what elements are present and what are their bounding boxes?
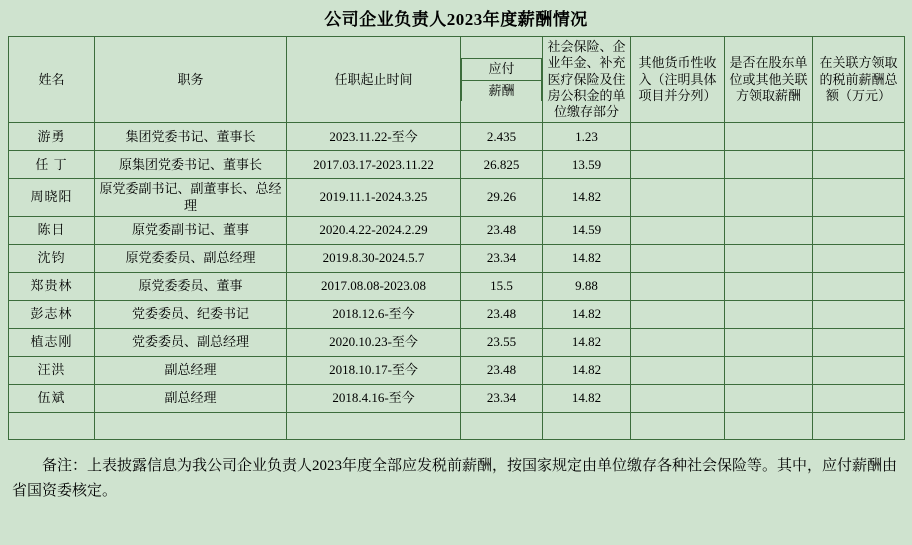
- cell-name: 彭志林: [9, 300, 95, 328]
- cell-other-income: [631, 216, 725, 244]
- cell-other-income: [631, 384, 725, 412]
- cell-shareholder-pay: [725, 179, 813, 217]
- header-other-income: 其他货币性收入（注明具体项目并分列）: [631, 37, 725, 123]
- cell-blank: [95, 412, 287, 439]
- cell-shareholder-pay: [725, 272, 813, 300]
- header-pay-group: 应付: [462, 59, 542, 80]
- cell-post: 党委委员、纪委书记: [95, 300, 287, 328]
- cell-period: 2019.8.30-2024.5.7: [287, 244, 461, 272]
- cell-insurance: 13.59: [543, 151, 631, 179]
- header-insurance: 社会保险、企业年金、补充医疗保险及住房公积金的单位缴存部分: [543, 37, 631, 123]
- cell-insurance: 14.59: [543, 216, 631, 244]
- cell-post: 副总经理: [95, 384, 287, 412]
- cell-shareholder-pay: [725, 356, 813, 384]
- cell-related-total: [813, 151, 905, 179]
- cell-related-total: [813, 179, 905, 217]
- table-row: [9, 179, 905, 217]
- cell-insurance: 14.82: [543, 179, 631, 217]
- cell-other-income: [631, 123, 725, 151]
- cell-insurance: 14.82: [543, 328, 631, 356]
- table-body: [9, 123, 905, 440]
- cell-related-total: [813, 384, 905, 412]
- cell-post: 党委委员、副总经理: [95, 328, 287, 356]
- footnote: [12, 454, 900, 505]
- cell-other-income: [631, 300, 725, 328]
- cell-post: 原党委副书记、董事: [95, 216, 287, 244]
- header-related-total: 在关联方领取的税前薪酬总额（万元）: [813, 37, 905, 123]
- cell-blank: [725, 412, 813, 439]
- table-row: [9, 272, 905, 300]
- cell-post: 原集团党委书记、董事长: [95, 151, 287, 179]
- cell-blank: [9, 412, 95, 439]
- cell-insurance: 9.88: [543, 272, 631, 300]
- table-row: [9, 300, 905, 328]
- table-row: [9, 356, 905, 384]
- cell-insurance: 14.82: [543, 384, 631, 412]
- cell-name: 伍斌: [9, 384, 95, 412]
- header-pay-sub: 薪酬: [462, 80, 542, 101]
- cell-period: 2018.4.16-至今: [287, 384, 461, 412]
- cell-period: 2017.03.17-2023.11.22: [287, 151, 461, 179]
- cell-related-total: [813, 272, 905, 300]
- cell-blank: [461, 412, 543, 439]
- header-shareholder-pay: 是否在股东单位或其他关联方领取薪酬: [725, 37, 813, 123]
- header-post: 职务: [95, 37, 287, 123]
- cell-period: 2023.11.22-至今: [287, 123, 461, 151]
- header-name: 姓名: [9, 37, 95, 123]
- cell-post: 副总经理: [95, 356, 287, 384]
- cell-pay: 2.435: [461, 123, 543, 151]
- cell-blank: [543, 412, 631, 439]
- cell-post: 原党委副书记、副董事长、总经理: [95, 179, 287, 217]
- cell-related-total: [813, 300, 905, 328]
- footnote-text: 备注：上表披露信息为我公司企业负责人2023年度全部应发税前薪酬，按国家规定由单位缴存各种社会保险等。其中，应付薪酬由省国资委核定。: [12, 457, 898, 500]
- table-row: [9, 151, 905, 179]
- cell-insurance: 14.82: [543, 356, 631, 384]
- cell-name: 陈日: [9, 216, 95, 244]
- table-row: [9, 244, 905, 272]
- cell-pay: 23.55: [461, 328, 543, 356]
- cell-pay: 23.48: [461, 300, 543, 328]
- cell-pay: 23.48: [461, 356, 543, 384]
- table-row-blank: [9, 412, 905, 439]
- cell-shareholder-pay: [725, 123, 813, 151]
- cell-post: 原党委委员、副总经理: [95, 244, 287, 272]
- table-row: [9, 123, 905, 151]
- cell-related-total: [813, 244, 905, 272]
- compensation-table: [8, 36, 905, 440]
- cell-name: 周晓阳: [9, 179, 95, 217]
- cell-blank: [287, 412, 461, 439]
- cell-post: 集团党委书记、董事长: [95, 123, 287, 151]
- cell-other-income: [631, 272, 725, 300]
- cell-period: 2020.10.23-至今: [287, 328, 461, 356]
- cell-pay: 23.34: [461, 384, 543, 412]
- cell-post: 原党委委员、董事: [95, 272, 287, 300]
- table-row: [9, 384, 905, 412]
- cell-period: 2019.11.1-2024.3.25: [287, 179, 461, 217]
- table-row: [9, 216, 905, 244]
- cell-period: 2020.4.22-2024.2.29: [287, 216, 461, 244]
- cell-other-income: [631, 151, 725, 179]
- cell-shareholder-pay: [725, 244, 813, 272]
- cell-pay: 26.825: [461, 151, 543, 179]
- cell-shareholder-pay: [725, 216, 813, 244]
- cell-pay: 29.26: [461, 179, 543, 217]
- cell-name: 汪洪: [9, 356, 95, 384]
- cell-period: 2018.12.6-至今: [287, 300, 461, 328]
- cell-related-total: [813, 328, 905, 356]
- cell-related-total: [813, 123, 905, 151]
- cell-name: 沈钧: [9, 244, 95, 272]
- cell-insurance: 14.82: [543, 300, 631, 328]
- cell-shareholder-pay: [725, 328, 813, 356]
- cell-name: 郑贵林: [9, 272, 95, 300]
- table-row: [9, 328, 905, 356]
- cell-blank: [813, 412, 905, 439]
- cell-insurance: 1.23: [543, 123, 631, 151]
- page-title: 公司企业负责人2023年度薪酬情况: [0, 0, 912, 36]
- cell-name: 植志刚: [9, 328, 95, 356]
- cell-blank: [631, 412, 725, 439]
- cell-name: 任 丁: [9, 151, 95, 179]
- cell-shareholder-pay: [725, 300, 813, 328]
- cell-pay: 15.5: [461, 272, 543, 300]
- cell-pay: 23.48: [461, 216, 543, 244]
- cell-period: 2018.10.17-至今: [287, 356, 461, 384]
- header-period: 任职起止时间: [287, 37, 461, 123]
- cell-shareholder-pay: [725, 151, 813, 179]
- cell-related-total: [813, 356, 905, 384]
- cell-other-income: [631, 356, 725, 384]
- cell-shareholder-pay: [725, 384, 813, 412]
- cell-other-income: [631, 328, 725, 356]
- cell-other-income: [631, 244, 725, 272]
- cell-period: 2017.08.08-2023.08: [287, 272, 461, 300]
- cell-name: 游勇: [9, 123, 95, 151]
- cell-other-income: [631, 179, 725, 217]
- cell-related-total: [813, 216, 905, 244]
- cell-pay: 23.34: [461, 244, 543, 272]
- header-pay-group-cell: [461, 37, 543, 123]
- cell-insurance: 14.82: [543, 244, 631, 272]
